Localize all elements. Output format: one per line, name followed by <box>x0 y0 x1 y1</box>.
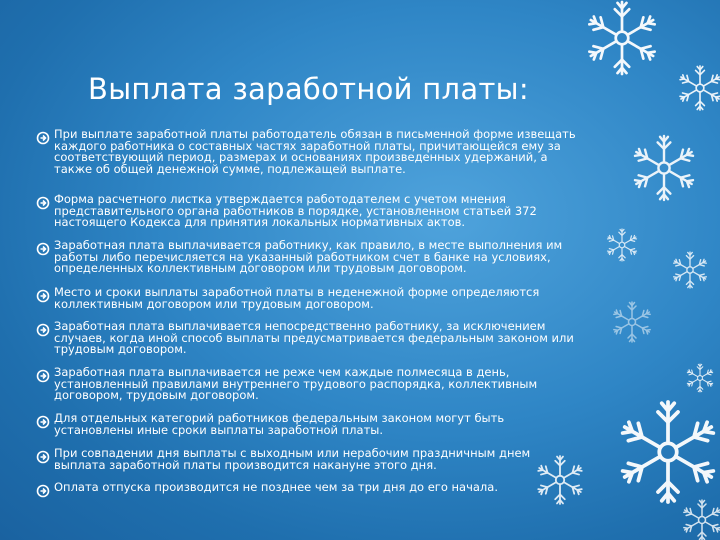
bullet-icon <box>32 450 54 464</box>
bullet-icon <box>32 289 54 303</box>
bullet-icon <box>32 196 54 210</box>
bullet-icon <box>32 484 54 498</box>
list-item <box>32 129 642 175</box>
list-item <box>32 367 642 402</box>
bullet-icon <box>32 415 54 429</box>
bullet-text: Место и сроки выплаты заработной платы в неденежной форме определяются коллективным договором или трудовым договором. <box>54 285 540 311</box>
bullet-text: При совпадении дня выплаты с выходным или нерабочим праздничным днем выплата заработной платы производится накануне этого дня. <box>54 446 531 472</box>
bullet-icon <box>32 242 54 256</box>
list-item <box>32 482 642 498</box>
bullet-text: Заработная плата выплачивается не реже чем каждые полмесяца в день, установленный правилами внутреннего трудового распорядка, коллективным договором, трудовым договором. <box>54 365 538 402</box>
list-item <box>32 240 642 275</box>
bullet-icon <box>32 323 54 337</box>
bullet-icon <box>32 369 54 383</box>
bullet-text: При выплате заработной платы работодатель обязан в письменной форме извещать каждого работника о составных частях заработной платы, причитающейся ему за соответствующий период, размерах и основаниях произведенных удержаний, а также об общей денежной сумме, подлежащей выплате. <box>54 127 576 176</box>
bullet-text: Заработная плата выплачивается непосредственно работнику, за исключением случаев, когда иной способ выплаты предусматривается федеральным законом или трудовым договором. <box>54 319 574 356</box>
bullet-text: Заработная плата выплачивается работнику, как правило, в месте выполнения им работы либо перечисляется на указанный работником счет в банке на условиях, определенных коллективным договором или трудовым договором. <box>54 238 563 275</box>
list-item <box>32 413 642 436</box>
bullet-text: Для отдельных категорий работников федеральным законом могут быть установлены иные сроки выплаты заработной платы. <box>54 411 505 437</box>
list-item <box>32 194 642 229</box>
list-item <box>32 287 642 310</box>
slide-title: Выплата заработной платы: <box>88 72 529 106</box>
list-item <box>32 321 642 356</box>
bullet-icon <box>32 131 54 145</box>
list-item <box>32 448 642 471</box>
bullet-text: Оплата отпуска производится не позднее чем за три дня до его начала. <box>54 480 498 494</box>
bullet-text: Форма расчетного листка утверждается работодателем с учетом мнения представительного органа работников в порядке, установленном статьей 372 настоящего Кодекса для принятия локальных нормативных актов. <box>54 192 537 229</box>
